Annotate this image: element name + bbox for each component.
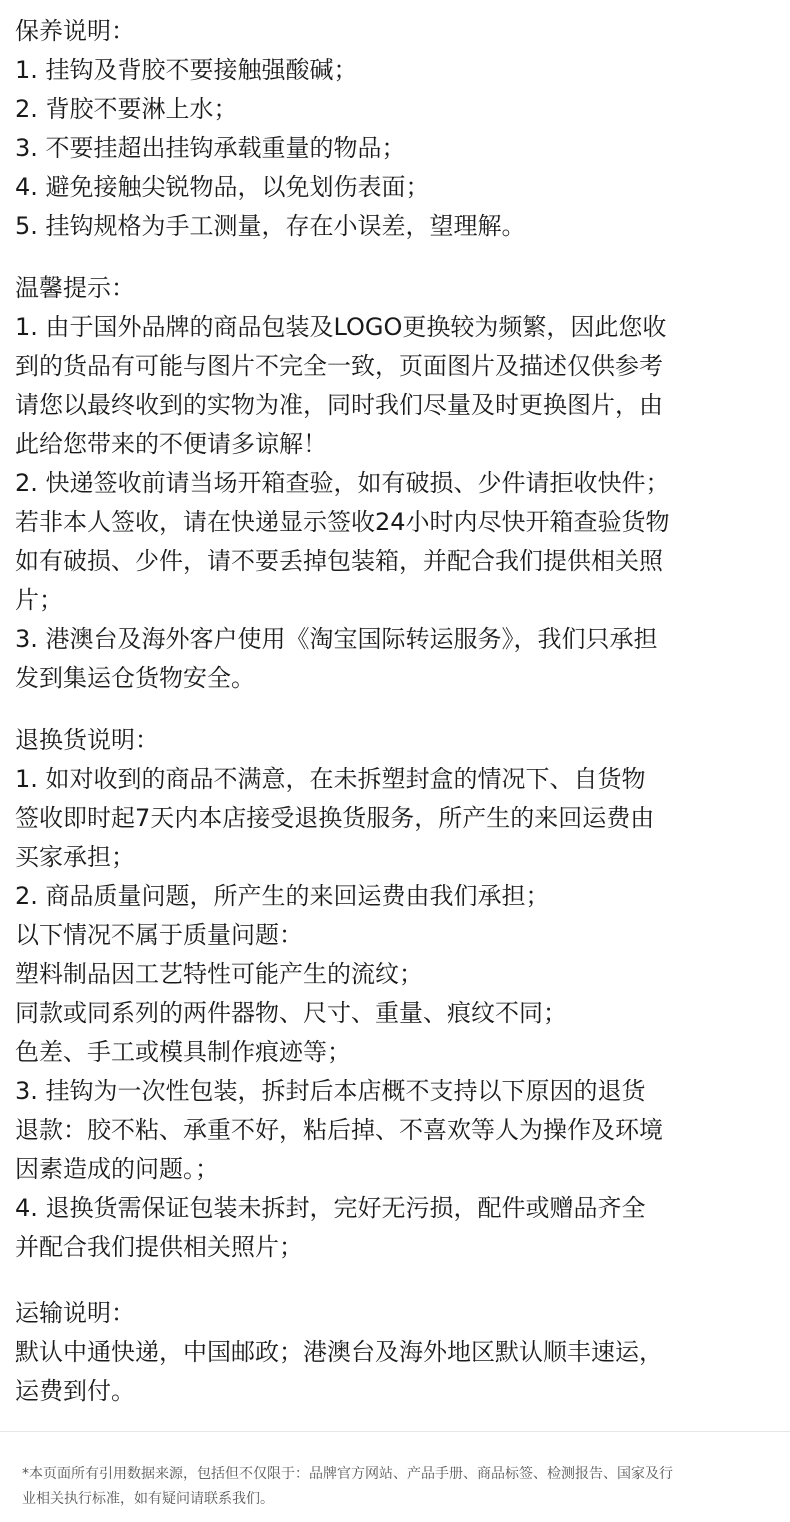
text-line: 塑料制品因工艺特性可能产生的流纹；: [15, 960, 423, 988]
text-line: 4. 退换货需保证包装未拆封，完好无污损，配件或赠品齐全: [15, 1194, 646, 1222]
text-line: 若非本人签收，请在快递显示签收24小时内尽快开箱查验货物: [15, 508, 670, 536]
text-line: 同款或同系列的两件器物、尺寸、重量、痕纹不同；: [15, 999, 567, 1027]
text-line: 默认中通快递，中国邮政；港澳台及海外地区默认顺丰速运，: [15, 1338, 663, 1366]
text-line: 3. 挂钩为一次性包装，拆封后本店概不支持以下原因的退货: [15, 1077, 646, 1105]
text-line: 色差、手工或模具制作痕迹等；: [15, 1038, 351, 1066]
text-line: 请您以最终收到的实物为准，同时我们尽量及时更换图片，由: [15, 391, 663, 419]
footer-divider: [0, 1431, 790, 1432]
text-line: 2. 快递签收前请当场开箱查验，如有破损、少件请拒收快件；: [15, 469, 670, 497]
text-line: 运费到付。: [15, 1377, 135, 1405]
text-line: 1. 由于国外品牌的商品包装及LOGO更换较为频繁，因此您收: [15, 313, 667, 341]
text-line: 签收即时起7天内本店接受退换货服务，所产生的来回运费由: [15, 804, 655, 832]
text-line: 2. 背胶不要淋上水；: [15, 95, 238, 123]
section-heading: 退换货说明：: [15, 726, 159, 754]
text-line: 3. 港澳台及海外客户使用《淘宝国际转运服务》，我们只承担: [15, 625, 658, 653]
text-line: 1. 挂钩及背胶不要接触强酸碱；: [15, 56, 358, 84]
text-line: 并配合我们提供相关照片；: [15, 1233, 303, 1261]
shipping-section: [15, 1294, 776, 1411]
text-line: 5. 挂钩规格为手工测量，存在小误差，望理解。: [15, 212, 526, 240]
text-line: 以下情况不属于质量问题：: [15, 921, 303, 949]
text-line: 4. 避免接触尖锐物品，以免划伤表面；: [15, 173, 430, 201]
text-line: 片；: [15, 586, 63, 614]
text-line: 到的货品有可能与图片不完全一致，页面图片及描述仅供参考: [15, 352, 663, 380]
return-exchange-section: [15, 721, 776, 1267]
text-line: 如有破损、少件，请不要丢掉包装箱，并配合我们提供相关照: [15, 547, 663, 575]
footer-disclaimer: [22, 1462, 768, 1512]
section-heading: 温馨提示：: [15, 274, 135, 302]
text-line: 发到集运仓货物安全。: [15, 664, 255, 692]
footer-line: *本页面所有引用数据来源，包括但不仅限于：品牌官方网站、产品手册、商品标签、检测报告、国家及行: [22, 1466, 673, 1482]
text-line: 2. 商品质量问题，所产生的来回运费由我们承担；: [15, 882, 550, 910]
text-line: 退款：胶不粘、承重不好，粘后掉、不喜欢等人为操作及环境: [15, 1116, 663, 1144]
care-instructions-section: [15, 12, 776, 246]
section-heading: 保养说明：: [15, 17, 135, 45]
text-line: 3. 不要挂超出挂钩承载重量的物品；: [15, 134, 406, 162]
footer-line: 业相关执行标准，如有疑问请联系我们。: [22, 1491, 274, 1507]
text-line: 买家承担；: [15, 843, 135, 871]
reminder-section: [15, 269, 776, 698]
text-line: 此给您带来的不便请多谅解！: [15, 430, 327, 458]
text-line: 1. 如对收到的商品不满意，在未拆塑封盒的情况下、自货物: [15, 765, 646, 793]
section-heading: 运输说明：: [15, 1299, 135, 1327]
text-line: 因素造成的问题。；: [15, 1155, 219, 1183]
